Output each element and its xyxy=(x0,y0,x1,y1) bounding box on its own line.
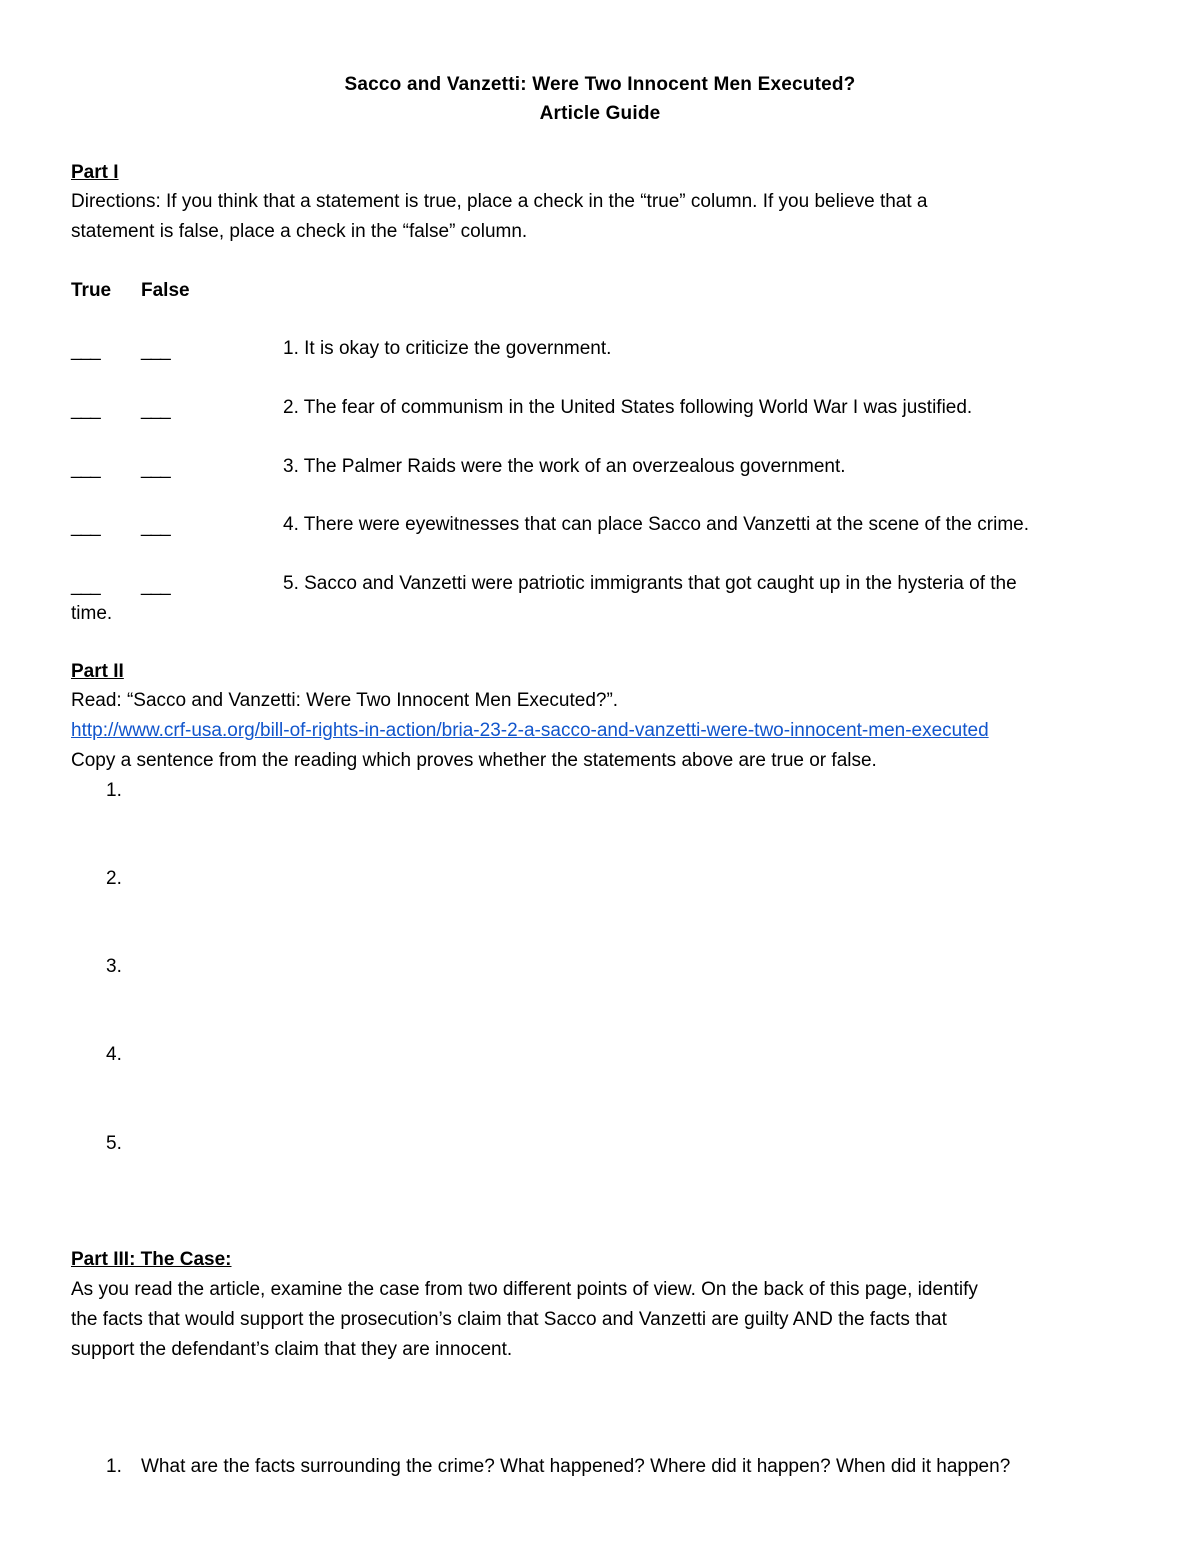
part-1-directions-line-1: Directions: If you think that a statement is true, place a check in the “true” column. If you believe that a xyxy=(71,191,928,212)
answer-number-1: 1. xyxy=(106,780,122,801)
statement-2: 2. The fear of communism in the United States following World War I was justified. xyxy=(283,397,973,418)
answer-number-3: 3. xyxy=(106,956,122,977)
part-3-paragraph-line-1: As you read the article, examine the case from two different points of view. On the back of this page, identify xyxy=(71,1279,978,1300)
part-3-paragraph-line-2: the facts that would support the prosecution’s claim that Sacco and Vanzetti are guilty AND the facts that xyxy=(71,1309,947,1330)
true-blank-3[interactable]: ___ xyxy=(71,458,100,479)
article-link[interactable]: http://www.crf-usa.org/bill-of-rights-in-action/bria-23-2-a-sacco-and-vanzetti-were-two-innocent-men-executed xyxy=(71,720,989,741)
false-blank-2[interactable]: ___ xyxy=(141,399,170,420)
true-blank-1[interactable]: ___ xyxy=(71,340,100,361)
part-3-heading: Part III: The Case: xyxy=(71,1249,232,1270)
answer-number-2: 2. xyxy=(106,868,122,889)
document-title: Sacco and Vanzetti: Were Two Innocent Men Executed? xyxy=(344,74,856,95)
statement-4: 4. There were eyewitnesses that can place Sacco and Vanzetti at the scene of the crime. xyxy=(283,514,1029,535)
part-1-heading: Part I xyxy=(71,162,119,183)
false-blank-1[interactable]: ___ xyxy=(141,340,170,361)
question-1: What are the facts surrounding the crime? What happened? Where did it happen? When did it happen? xyxy=(141,1456,1011,1477)
part-1-directions-line-2: statement is false, place a check in the “false” column. xyxy=(71,221,528,242)
statement-3: 3. The Palmer Raids were the work of an overzealous government. xyxy=(283,456,846,477)
part-2-heading: Part II xyxy=(71,661,124,682)
part-2-read-line: Read: “Sacco and Vanzetti: Were Two Innocent Men Executed?”. xyxy=(71,690,619,711)
true-blank-2[interactable]: ___ xyxy=(71,399,100,420)
answer-number-4: 4. xyxy=(106,1044,122,1065)
true-column-header: True xyxy=(71,280,112,301)
statement-1: 1. It is okay to criticize the government. xyxy=(283,338,612,359)
false-blank-5[interactable]: ___ xyxy=(141,575,170,596)
document-subtitle: Article Guide xyxy=(539,103,661,124)
question-number-1: 1. xyxy=(106,1456,122,1477)
answer-number-5: 5. xyxy=(106,1133,122,1154)
false-blank-3[interactable]: ___ xyxy=(141,458,170,479)
false-blank-4[interactable]: ___ xyxy=(141,516,170,537)
true-blank-5[interactable]: ___ xyxy=(71,575,100,596)
true-blank-4[interactable]: ___ xyxy=(71,516,100,537)
part-3-paragraph-line-3: support the defendant’s claim that they are innocent. xyxy=(71,1339,513,1360)
part-2-instruction: Copy a sentence from the reading which proves whether the statements above are true or false. xyxy=(71,750,877,771)
statement-5: 5. Sacco and Vanzetti were patriotic immigrants that got caught up in the hysteria of the xyxy=(283,573,1017,594)
false-column-header: False xyxy=(141,280,190,301)
statement-5-continuation: time. xyxy=(71,603,113,624)
